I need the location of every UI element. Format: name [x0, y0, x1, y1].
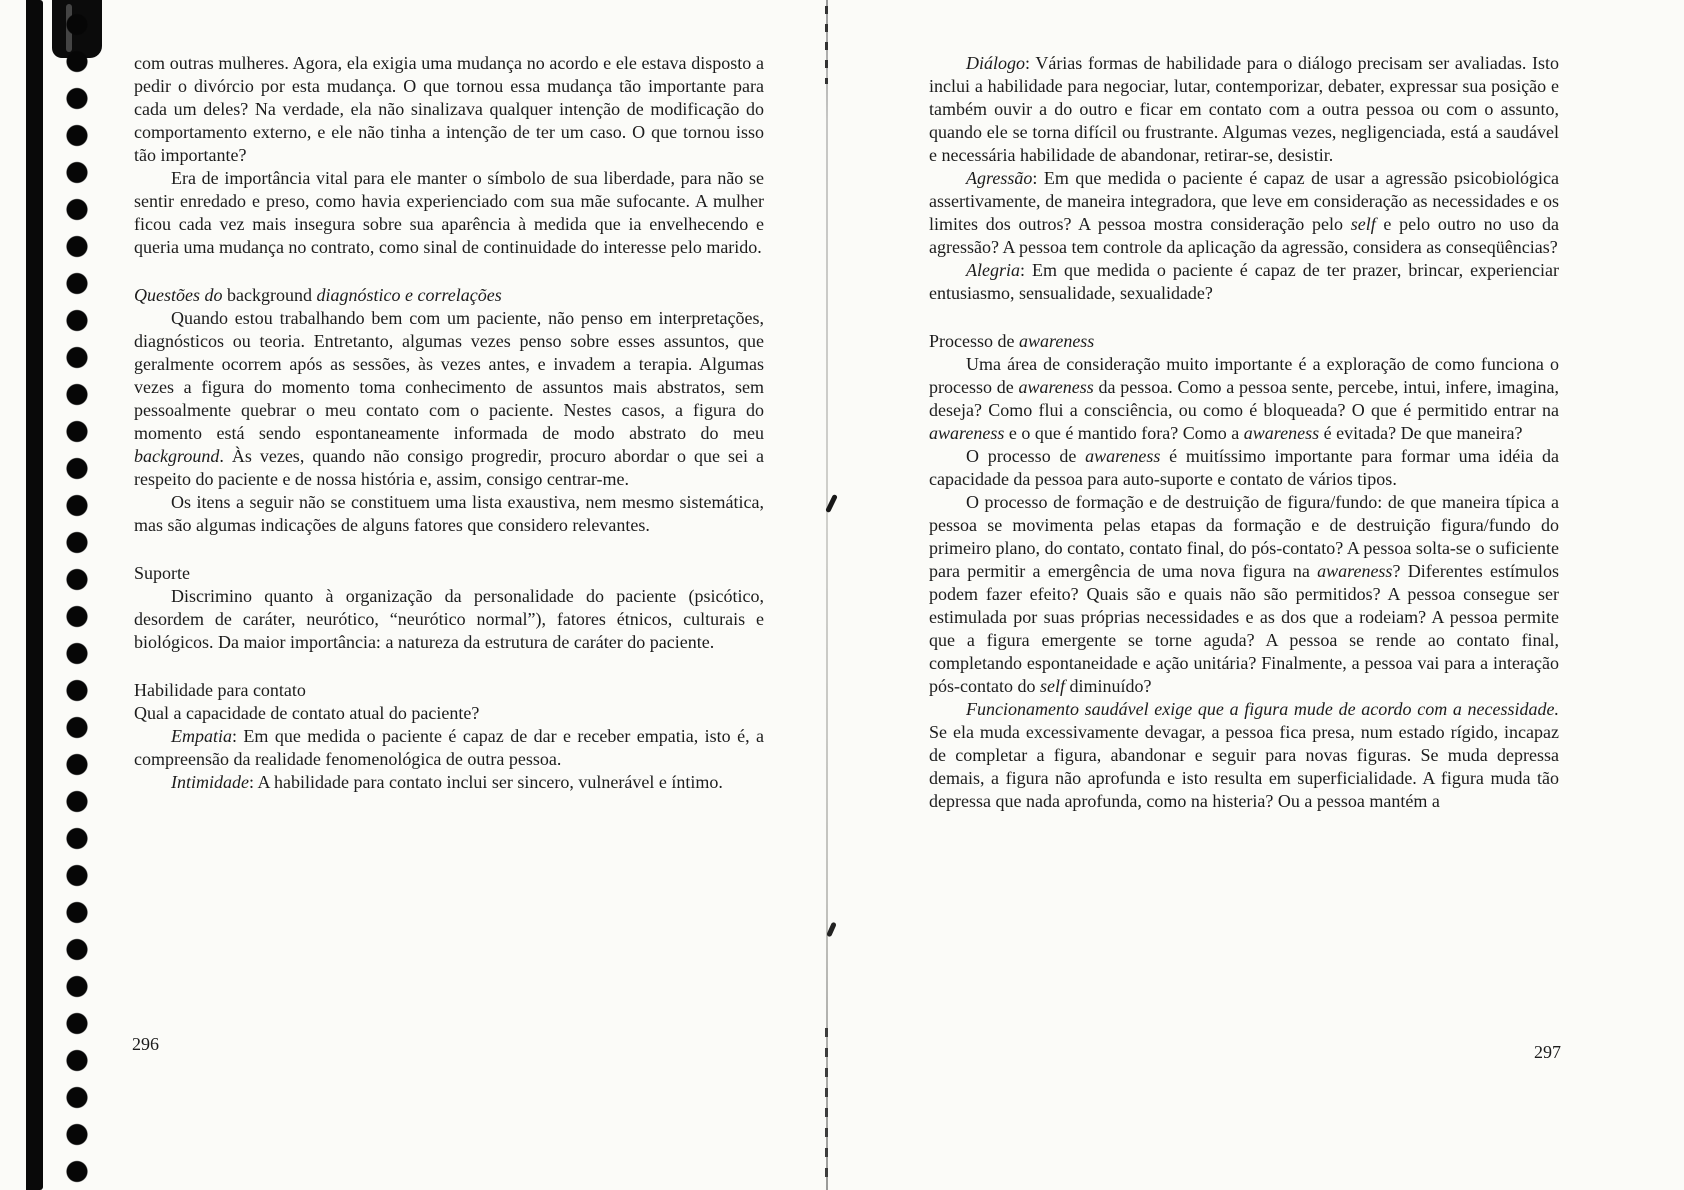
paragraph: Alegria: Em que medida o paciente é capaz de ter prazer, brincar, experienciar entusiasmo, sensualidade, sexualidade? [929, 260, 1559, 303]
paragraph: Quando estou trabalhando bem com um paciente, não penso em interpretações, diagnósticos ou teoria. Entretanto, algumas vezes penso sobre esses assuntos, que geralmente ocorrem após as sessões, às vezes antes, e invadem a terapia. Algumas vezes a figura do momento toma conhecimento de assuntos mais abstratos, sem pessoalmente quebrar o meu contato com o paciente. Nestes casos, a figura do momento está sendo espontaneamente informada de modo abstrato do meu background. Às vezes, quando não consigo progredir, procuro abordar o que sei a respeito do paciente e de nossa história e, assim, consigo centrar-me. [134, 308, 764, 489]
page-fold-dashes-bottom [825, 1028, 828, 1186]
paragraph: Uma área de consideração muito importante é a exploração de como funciona o processo de awareness da pessoa. Como a pessoa sente, percebe, intui, infere, imagina, deseja? Como flui a consciência, ou como é bloqueada? O que é permitido entrar na awareness e o que é mantido fora? Como a awareness é evitada? De que maneira? [929, 354, 1559, 443]
paragraph: Agressão: Em que medida o paciente é capaz de usar a agressão psicobiológica assertivamente, de maneira integradora, que leve em consideração as necessidades e os limites dos outros? A pessoa mostra consideração pelo self e pelo outro no uso da agressão? A pessoa tem controle da aplicação da agressão, considera as conseqüências? [929, 168, 1560, 257]
paragraph: com outras mulheres. Agora, ela exigia uma mudança no acordo e ele estava disposto a pedir o divórcio por esta mudança. O que tornou essa mudança tão importante para cada um deles? Na verdade, ela não sinalizava qualquer intenção de modificação do comportamento externo, e ele não tinha a intenção de ter um caso. O que tornou isso tão importante? [134, 53, 764, 165]
spiral-binding-bar [26, 0, 43, 1190]
page-fold-dashes-top [825, 6, 828, 84]
section-heading: Habilidade para contato [134, 680, 306, 700]
left-page-text [134, 52, 764, 794]
page-number-left: 296 [132, 1034, 159, 1054]
paragraph: O processo de awareness é muitíssimo importante para formar uma idéia da capacidade da pessoa para auto-suporte e contato de vários tipos. [929, 446, 1559, 489]
paragraph: Os itens a seguir não se constituem uma lista exaustiva, nem mesmo sistemática, mas são algumas indicações de alguns fatores que considero relevantes. [134, 492, 764, 535]
section-heading: Questões do background diagnóstico e correlações [134, 285, 502, 305]
paragraph: Discrimino quanto à organização da personalidade do paciente (psicótico, desordem de caráter, neurótico, “neurótico normal”), fatores étnicos, culturais e biológicos. Da maior importância: a natureza da estrutura de caráter do paciente. [134, 586, 764, 652]
section-heading: Processo de awareness [929, 331, 1095, 351]
page-fold-line [826, 0, 828, 1190]
section-heading: Suporte [134, 563, 190, 583]
paragraph: Era de importância vital para ele manter o símbolo de sua liberdade, para não se sentir enredado e preso, como havia experienciado com sua mãe sufocante. A mulher ficou cada vez mais insegura sobre sua aparência à medida que ia envelhecendo e queria uma mudança no contrato, como sinal de continuidade do interesse pelo marido. [134, 168, 764, 257]
paragraph: Intimidade: A habilidade para contato inclui ser sincero, vulnerável e íntimo. [171, 772, 723, 792]
page-number-right: 297 [1534, 1042, 1561, 1062]
paragraph: Empatia: Em que medida o paciente é capaz de dar e receber empatia, isto é, a compreensão da realidade fenomenológica de outra pessoa. [134, 726, 764, 769]
spiral-binding-holes [56, 6, 98, 1186]
paragraph: O processo de formação e de destruição de figura/fundo: de que maneira típica a pessoa se movimenta pelas etapas da formação e de destruição figura/fundo do primeiro plano, do contato, contato final, do pós-contato? A pessoa solta-se o suficiente para permitir a emergência de uma nova figura na awareness? Diferentes estímulos podem fazer efeito? Quais são e quais não são permitidos? A pessoa consegue ser estimulada por suas próprias necessidades e as dos que a rodeiam? A pessoa permite que a figura emergente se torne aguda? A pessoa se rende ao contato final, completando espontaneidade e ação unitária? Finalmente, a pessoa vai para a interação pós-contato do self diminuído? [929, 492, 1559, 696]
paragraph: Diálogo: Várias formas de habilidade para o diálogo precisam ser avaliadas. Isto inclui a habilidade para negociar, lutar, contemporizar, debater, expressar sua posição e também ouvir a do outro e ficar em contato com a outra pessoa ou com o assunto, quando ele se torna difícil ou frustrante. Algumas vezes, negligenciada, está a saudável e necessária habilidade de abandonar, retirar-se, desistir. [929, 53, 1559, 165]
paragraph: Funcionamento saudável exige que a figura mude de acordo com a necessidade. Se ela muda excessivamente devagar, a pessoa fica presa, num estado rígido, incapaz de completar a figura, abandonar e seguir para novas figuras. Se muda depressa demais, a figura não aprofunda e isto resulta em superficialidade. A figura muda tão depressa que nada aprofunda, como na histeria? Ou a pessoa mantém a [929, 699, 1559, 811]
paragraph: Qual a capacidade de contato atual do paciente? [134, 703, 480, 723]
right-page-text [929, 52, 1559, 813]
